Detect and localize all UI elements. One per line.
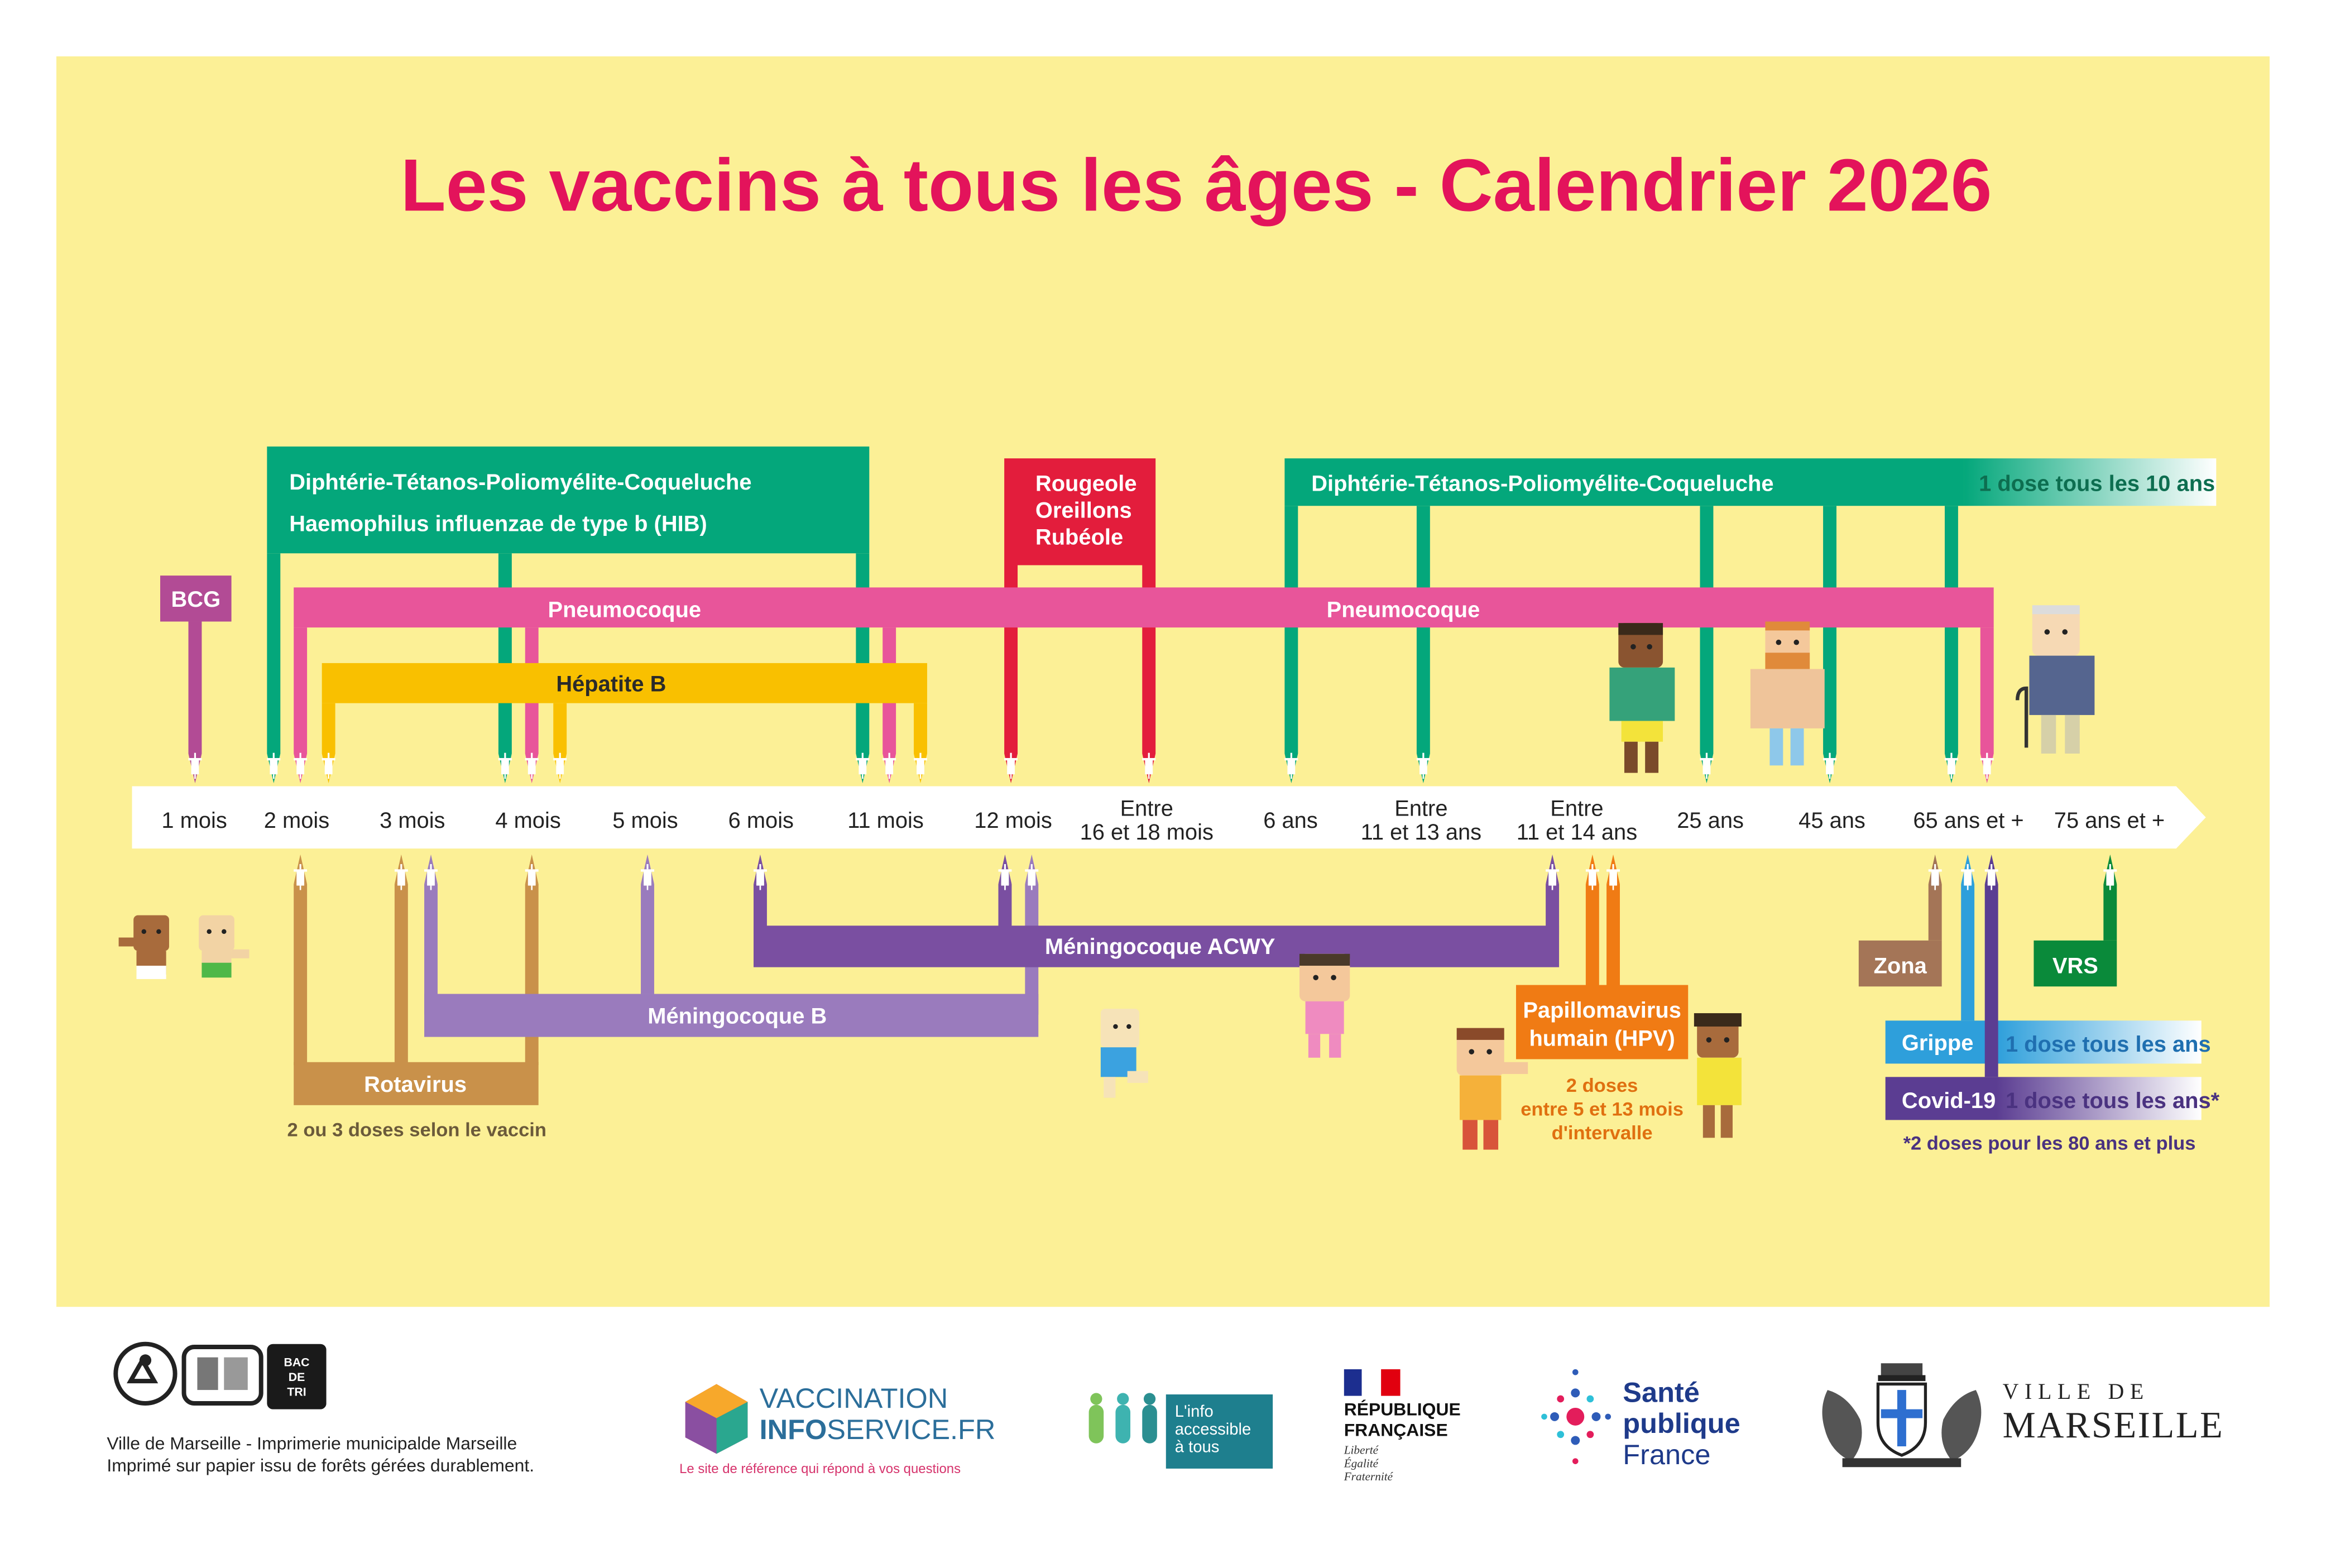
age-label-3-mois: 3 mois [380, 808, 445, 833]
marianne-icon [1344, 1369, 1401, 1396]
rotavirus-note: 2 ou 3 doses selon le vaccin [287, 1119, 546, 1141]
ror-label-line3: Rubéole [1035, 525, 1124, 550]
footer [0, 1307, 2326, 1550]
dtp-infant-label-line2: Haemophilus influenzae de type b (HIB) [289, 511, 707, 536]
hpv-note-line1: 2 doses [1566, 1075, 1638, 1096]
printer-credit-line1: Ville de Marseille - Imprimerie municipalde Marseille [107, 1433, 517, 1454]
baby-icon [119, 915, 250, 979]
meningocoque-acwy-label: Méningocoque ACWY [1044, 934, 1275, 959]
printer-credit-line2: Imprimé sur papier issu de forêts gérées durablement. [107, 1455, 535, 1476]
toddler-icon [1101, 1009, 1148, 1097]
ror-label-line1: Rougeole [1035, 471, 1137, 496]
svg-text:DE: DE [288, 1370, 305, 1384]
vaccine-vrs [2034, 855, 2117, 987]
vaccine-hpv [1516, 855, 1688, 1144]
printer-credit [107, 1433, 534, 1478]
page-title: Les vaccins à tous les âges - Calendrier 2026 [400, 143, 1992, 227]
sante-publique-france-logo: Santé publique France [1623, 1378, 1740, 1472]
rotavirus-label: Rotavirus [364, 1072, 467, 1097]
vaccine-hepatite-b [322, 663, 927, 783]
age-label-16-18-mois-line2: 16 et 18 mois [1080, 820, 1214, 845]
bac-de-tri-icon [267, 1344, 326, 1409]
zona-label: Zona [1873, 953, 1927, 979]
recycle-icon [116, 1344, 175, 1403]
age-label-11-14-ans-line1: Entre [1550, 796, 1604, 821]
age-label-6-mois: 6 mois [728, 808, 794, 833]
republique-francaise-motto: Liberté Égalité Fraternité [1344, 1443, 1393, 1484]
republique-francaise-logo: RÉPUBLIQUE FRANÇAISE [1344, 1399, 1461, 1441]
dtp-adult-label: Diphtérie-Tétanos-Poliomyélite-Coqueluche [1311, 471, 1774, 496]
ror-label-line2: Oreillons [1035, 498, 1132, 523]
vrs-label: VRS [2052, 953, 2098, 979]
grippe-frequency: 1 dose tous les ans [2005, 1032, 2211, 1057]
age-label-11-13-ans-line1: Entre [1394, 796, 1448, 821]
info-accessible-icon [1086, 1393, 1163, 1446]
age-label-2-mois: 2 mois [263, 808, 330, 833]
vis-line1: VACCINATION [759, 1384, 948, 1416]
dtp-adult-frequency: 1 dose tous les 10 ans [1979, 471, 2215, 496]
info-accessible-logo: L'info accessible à tous [1166, 1394, 1273, 1469]
age-label-65-ans: 65 ans et + [1913, 808, 2024, 833]
hpv-note-line2: entre 5 et 13 mois [1521, 1099, 1684, 1120]
senior-icon [2017, 605, 2094, 754]
age-label-75-ans: 75 ans et + [2054, 808, 2165, 833]
age-label-5-mois: 5 mois [612, 808, 678, 833]
vaccine-bcg [160, 576, 232, 783]
age-label-45-ans: 45 ans [1799, 808, 1865, 833]
covid-note: *2 doses pour les 80 ans et plus [1903, 1133, 2196, 1154]
dtp-infant-label-line1: Diphtérie-Tétanos-Poliomyélite-Coqueluche [289, 469, 752, 495]
marseille-coat-of-arms-icon [1812, 1360, 1991, 1470]
covid-frequency: 1 dose tous les ans* [2005, 1089, 2220, 1114]
vaccination-info-service-logo [760, 1384, 996, 1446]
meningocoque-b-label: Méningocoque B [648, 1004, 827, 1029]
age-label-12-mois: 12 mois [974, 808, 1052, 833]
vaccine-zona [1859, 855, 1942, 987]
adult-icon [1609, 621, 1824, 773]
svg-text:TRI: TRI [287, 1385, 306, 1399]
hpv-note-line3: d'intervalle [1551, 1122, 1653, 1144]
child-icon [1299, 954, 1350, 1058]
age-label-11-mois: 11 mois [847, 808, 924, 833]
hpv-label-line1: Papillomavirus [1523, 998, 1681, 1023]
vis-line2-bold: INFO [759, 1415, 827, 1447]
age-label-16-18-mois-line1: Entre [1120, 796, 1173, 821]
age-label-25-ans: 25 ans [1677, 808, 1744, 833]
pneumocoque-label-adult: Pneumocoque [1326, 597, 1480, 622]
svg-text:BAC: BAC [284, 1355, 310, 1369]
age-label-11-14-ans-line2: 11 et 14 ans [1516, 820, 1638, 845]
triman-icon [184, 1347, 261, 1403]
pneumocoque-label-infant: Pneumocoque [548, 597, 702, 622]
age-label-4-mois: 4 mois [495, 808, 561, 833]
age-label-11-13-ans-line2: 11 et 13 ans [1360, 820, 1482, 845]
vaccination-info-service-logo-icon [679, 1381, 754, 1455]
vis-line2: SERVICE.FR [827, 1415, 996, 1447]
hpv-label-line2: humain (HPV) [1529, 1026, 1675, 1051]
covid-label: Covid-19 [1901, 1089, 1996, 1114]
ville-de-marseille-logo: VILLE DE MARSEILLE [2002, 1381, 2224, 1447]
recycle-logos [113, 1340, 327, 1414]
sante-publique-france-icon [1540, 1366, 1614, 1485]
vaccine-meningocoque-acwy [754, 855, 1559, 967]
grippe-label: Grippe [1901, 1030, 1974, 1056]
age-label-6-ans: 6 ans [1263, 808, 1318, 833]
bcg-label: BCG [171, 587, 221, 612]
hepatite-b-label: Hépatite B [556, 672, 666, 697]
age-label-1-mois: 1 mois [161, 808, 227, 833]
vis-tagline: Le site de référence qui répond à vos questions [679, 1461, 961, 1476]
